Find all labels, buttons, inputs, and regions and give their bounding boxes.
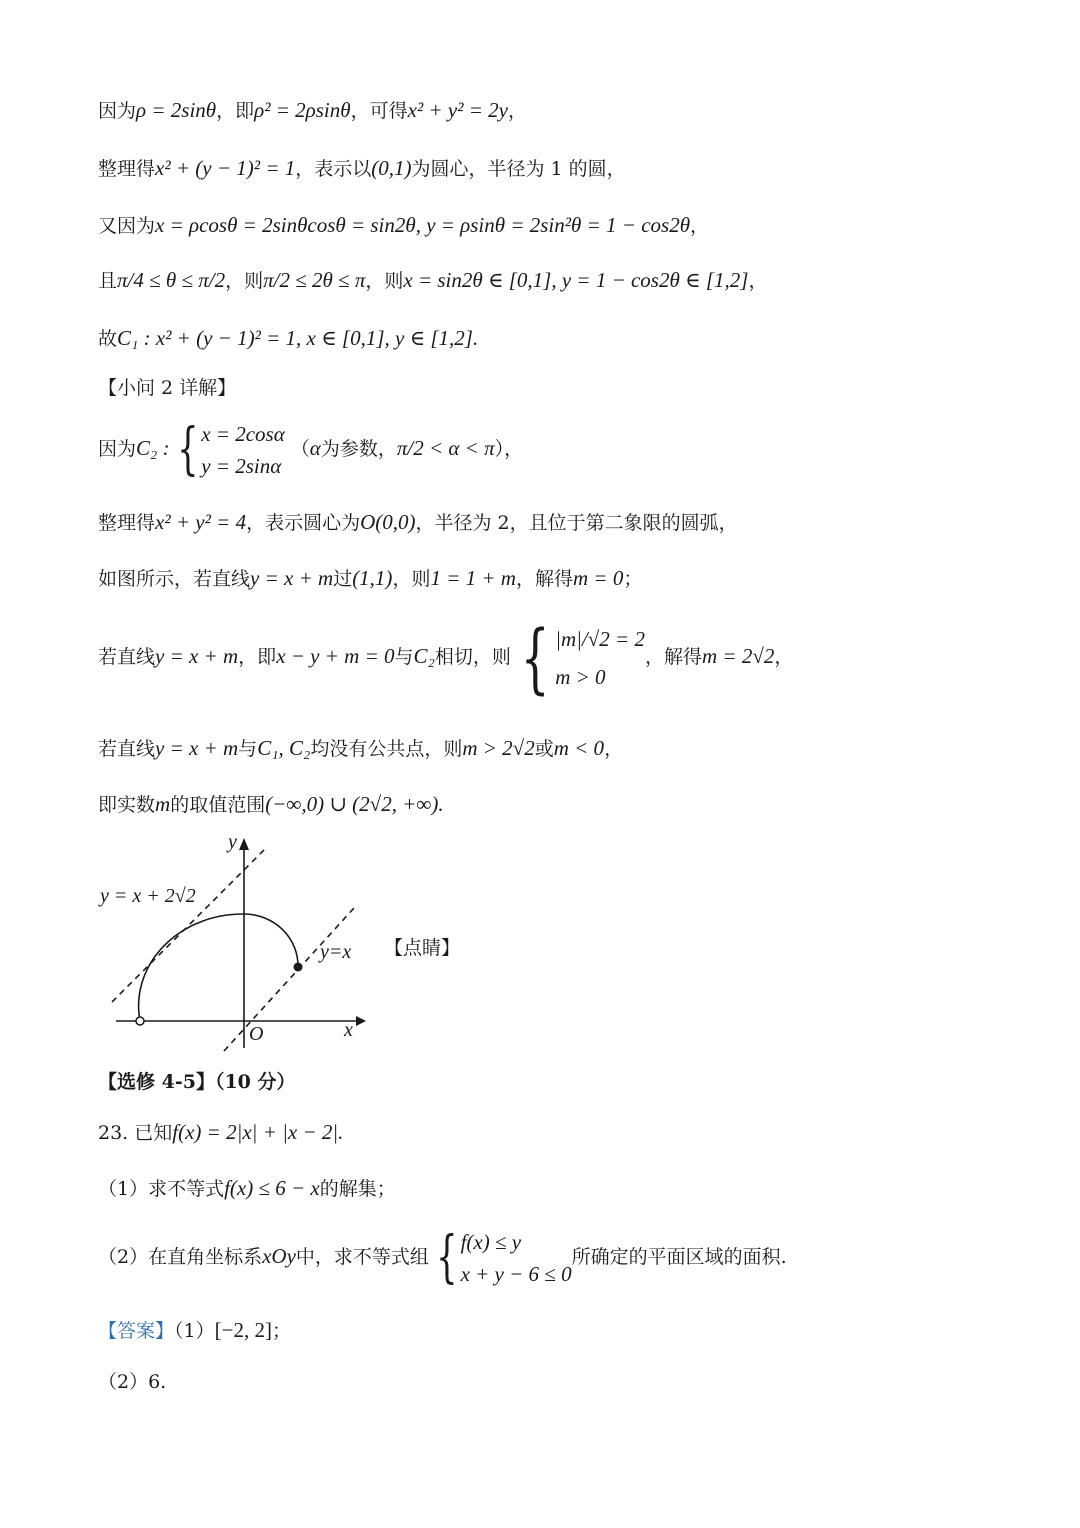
text: 整理得	[98, 158, 156, 180]
line-10	[98, 613, 794, 702]
math: 1 = 1 + m	[430, 566, 516, 590]
line-7	[98, 418, 523, 482]
line-3	[98, 211, 709, 240]
math: x² + y² = 2y	[407, 98, 508, 122]
math: f(x) = 2|x| + |x − 2|.	[172, 1120, 344, 1144]
math: (−∞,0) ∪ (2√2, +∞).	[265, 792, 444, 816]
math: xOy	[262, 1244, 296, 1268]
text: 因为	[98, 100, 137, 122]
section-heading-2: 【小问 2 详解】	[98, 377, 237, 399]
math: m = 2√2	[701, 644, 775, 668]
math: O(0,0)	[360, 510, 416, 534]
text: ，则	[392, 568, 431, 590]
system-row: x = 2cosα	[201, 422, 285, 446]
problem-23	[98, 1118, 343, 1147]
text: ，表示以	[295, 158, 372, 180]
system-row: m > 0	[555, 665, 606, 689]
text: ，	[507, 100, 527, 122]
system-row: f(x) ≤ y	[460, 1230, 522, 1254]
math: ρ² = 2ρsinθ	[254, 98, 351, 122]
text: ，	[748, 270, 768, 292]
text: 若直线	[98, 646, 156, 668]
text: ，则	[365, 270, 404, 292]
system	[555, 620, 645, 696]
math: f(x) ≤ 6 − x	[224, 1176, 320, 1200]
answer-tag: 【答案】	[98, 1320, 175, 1342]
text: 中，求不等式组	[295, 1246, 429, 1268]
circle-arc	[139, 914, 298, 1021]
origin-label: O	[249, 1023, 264, 1045]
text: 过	[333, 568, 353, 590]
system	[201, 418, 285, 482]
open-endpoint	[136, 1017, 144, 1025]
text: 23. 已知	[98, 1122, 173, 1144]
text: ，半径为 2，且位于第二象限的圆弧，	[415, 512, 738, 534]
text: ，即	[216, 100, 255, 122]
y-axis-label: y	[228, 831, 237, 853]
math: C₂	[413, 644, 435, 668]
text: 与	[394, 646, 414, 668]
line-9	[98, 564, 642, 593]
text: 均没有公共点，则	[310, 738, 463, 760]
brace: {	[176, 417, 199, 482]
line-2	[98, 154, 626, 183]
answer-line-2: （2）6.	[98, 1371, 167, 1393]
text: 所确定的平面区域的面积.	[571, 1246, 787, 1268]
text: ，	[774, 646, 794, 668]
text: ；	[623, 568, 643, 590]
math: y = x + m	[250, 566, 334, 590]
text: 又因为	[98, 215, 156, 237]
answer-line-1	[98, 1316, 291, 1345]
math: m	[155, 792, 171, 816]
brace: {	[436, 1225, 458, 1290]
text: ；	[271, 1320, 291, 1342]
math: C₂ :	[136, 436, 170, 460]
math: y = x + m	[155, 644, 239, 668]
text: 为参数，	[320, 438, 397, 460]
upper-line-label: y = x + 2√2	[100, 885, 196, 907]
line-11	[98, 734, 623, 763]
text: ，解得	[644, 646, 702, 668]
text: 或	[534, 738, 554, 760]
math: (0,1)	[371, 156, 412, 180]
text: ，	[690, 215, 710, 237]
section-heading-elective: 【选修 4-5】（10 分）	[98, 1071, 296, 1093]
math: m < 0	[553, 736, 605, 760]
text: 因为	[98, 438, 137, 460]
line-1	[98, 96, 527, 125]
math: x² + (y − 1)² = 1	[155, 156, 296, 180]
text: 且	[98, 270, 118, 292]
text: 即实数	[98, 794, 156, 816]
math: C₁, C₂	[257, 736, 311, 760]
text: ，则	[225, 270, 264, 292]
system-row: |m|/√2 = 2	[555, 627, 645, 651]
text: 相切，则	[434, 646, 511, 668]
math: π/4 ≤ θ ≤ π/2	[117, 268, 226, 292]
x-axis-label: x	[344, 1019, 353, 1041]
line-12	[98, 790, 444, 819]
lower-line-label: y=x	[320, 941, 352, 963]
text: ），	[494, 438, 524, 460]
math: α	[309, 436, 321, 460]
brace: {	[520, 613, 550, 702]
math: x² + y² = 4	[155, 510, 247, 534]
text: （	[290, 438, 310, 460]
text: （1）求不等式	[98, 1178, 225, 1200]
system	[461, 1226, 572, 1290]
text: 整理得	[98, 512, 156, 534]
math: π/2 ≤ 2θ ≤ π	[263, 268, 366, 292]
solution-figure	[94, 826, 384, 1058]
dianjing-label: 【点睛】	[384, 937, 461, 959]
x-axis-arrow	[356, 1016, 366, 1026]
text: 如图所示，若直线	[98, 568, 251, 590]
question-2	[98, 1226, 787, 1290]
math: x − y + m = 0	[276, 644, 395, 668]
math: x = sin2θ ∈ [0,1], y = 1 − cos2θ ∈ [1,2]	[403, 268, 749, 292]
text: ，	[604, 738, 624, 760]
math: m = 0	[572, 566, 624, 590]
text: 与	[238, 738, 258, 760]
math: x = ρcosθ = 2sinθcosθ = sin2θ, y = ρsinθ = 2sin²θ = 1 − cos2θ	[155, 213, 691, 237]
text: ，解得	[515, 568, 573, 590]
text: ，即	[238, 646, 277, 668]
math: (1,1)	[352, 566, 393, 590]
math: [−2, 2]	[214, 1318, 272, 1342]
text: 的解集；	[319, 1178, 396, 1200]
question-1	[98, 1174, 396, 1203]
math: π/2 < α < π	[396, 436, 495, 460]
system-row: y = 2sinα	[201, 454, 282, 478]
text: 为圆心，半径为 1 的圆，	[411, 158, 626, 180]
line-8	[98, 508, 738, 537]
y-axis-arrow	[239, 838, 249, 850]
line-5	[98, 324, 478, 353]
closed-endpoint	[294, 963, 303, 972]
text: （2）在直角坐标系	[98, 1246, 263, 1268]
text: 故	[98, 328, 118, 350]
text: 若直线	[98, 738, 156, 760]
math: ρ = 2sinθ	[136, 98, 217, 122]
math: m > 2√2	[462, 736, 535, 760]
text: （1）	[174, 1320, 215, 1342]
system-row: x + y − 6 ≤ 0	[460, 1262, 572, 1286]
text: 的取值范围	[170, 794, 266, 816]
text: ，可得	[350, 100, 408, 122]
tangent-line	[112, 848, 266, 1002]
line-4	[98, 266, 767, 295]
math: y = x + m	[155, 736, 239, 760]
math: C₁ : x² + (y − 1)² = 1, x ∈ [0,1], y ∈ [1,2].	[117, 326, 479, 350]
text: ，表示圆心为	[246, 512, 361, 534]
